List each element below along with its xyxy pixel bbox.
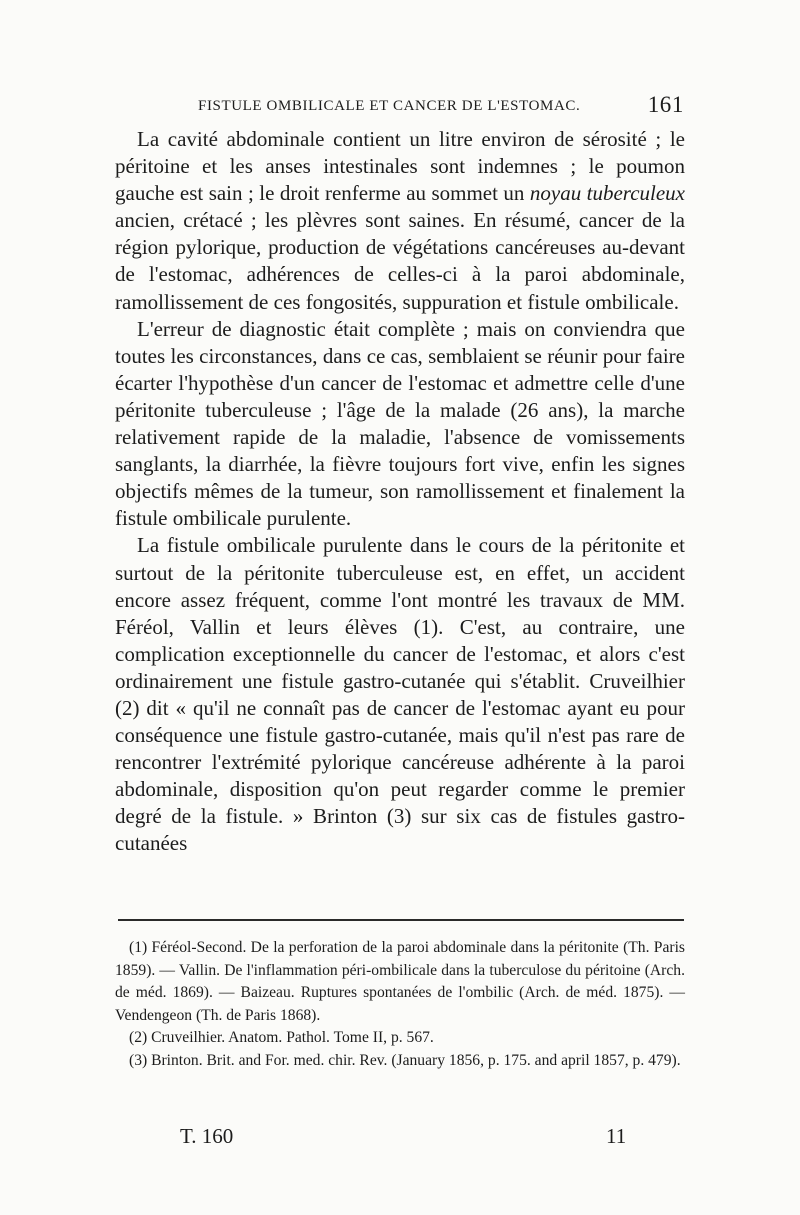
- footnote-divider: [118, 919, 684, 921]
- gathering-number: 11: [606, 1124, 627, 1148]
- footnote-1: (1) Féréol-Second. De la perforation de la paroi abdominale dans la péritonite (Th. Paris 1859). — Vallin. De l'inflammation péri-ombilicale dans la tuberculose du péritoine (Arch. de méd. 1869). — Baizeau. Ruptures spontanées de l'ombilic (Arch. de méd. 1875). — Vendengeon (Th. de Paris 1868).: [115, 939, 685, 1024]
- paragraph-1-part-b: ancien, crétacé ; les plèvres sont saines. En résumé, cancer de la région pylorique, production de végétations cancéreuses au-devant de l'estomac, adhérences de celles-ci à la paroi abdominale, ramollissement de ces fongosités, suppuration et fistule ombilicale.: [115, 208, 685, 314]
- signature-mark: T. 160: [180, 1124, 234, 1148]
- page-number: 161: [647, 92, 684, 117]
- paragraph-3: La fistule ombilicale purulente dans le cours de la péritonite et surtout de la péritonite tuberculeuse est, en effet, un accident encore assez fréquent, comme l'ont montré les travaux de MM. Féréol, Vallin et leurs élèves (1). C'est, au contraire, une complication exceptionnelle du cancer de l'estomac, et alors c'est ordinairement une fistule gastro-cutanée qui s'établit. Cruveilhier (2) dit « qu'il ne connaît pas de cancer de l'estomac ayant eu pour conséquence une fistule gastro-cutanée, mais qu'il n'est pas rare de rencontrer l'extrémité pylorique cancéreuse adhérente à la paroi abdominale, disposition qu'on peut regarder comme le premier degré de la fistule. » Brinton (3) sur six cas de fistules gastro-cutanées: [115, 533, 685, 856]
- footnotes: [115, 937, 685, 1073]
- paragraph-2: L'erreur de diagnostic était complète ; mais on conviendra que toutes les circonstances, dans ce cas, semblaient se réunir pour faire écarter l'hypothèse d'un cancer de l'estomac et admettre celle d'une péritonite tuberculeuse ; l'âge de la malade (26 ans), la marche relativement rapide de la maladie, l'absence de vomissements sanglants, la diarrhée, la fièvre toujours fort vive, enfin les signes objectifs mêmes de la tumeur, son ramollissement et finalement la fistule ombilicale purulente.: [115, 316, 685, 531]
- footnote-2: (2) Cruveilhier. Anatom. Pathol. Tome II, p. 567.: [129, 1029, 434, 1047]
- italic-term: noyau tuberculeux: [529, 181, 685, 206]
- main-text: [115, 126, 685, 858]
- paragraph-1: [115, 126, 685, 316]
- running-header: [198, 92, 684, 122]
- footnote-3: (3) Brinton. Brit. and For. med. chir. Rev. (January 1856, p. 175. and april 1857, p. 479).: [129, 1051, 681, 1069]
- running-title: FISTULE OMBILICALE ET CANCER DE L'ESTOMAC.: [198, 98, 581, 114]
- paragraph-1-part-a: La cavité abdominale contient un litre environ de sérosité ; le péritoine et les anses intestinales sont indemnes ; le poumon gauche est sain ; le droit renferme au sommet un: [115, 127, 685, 206]
